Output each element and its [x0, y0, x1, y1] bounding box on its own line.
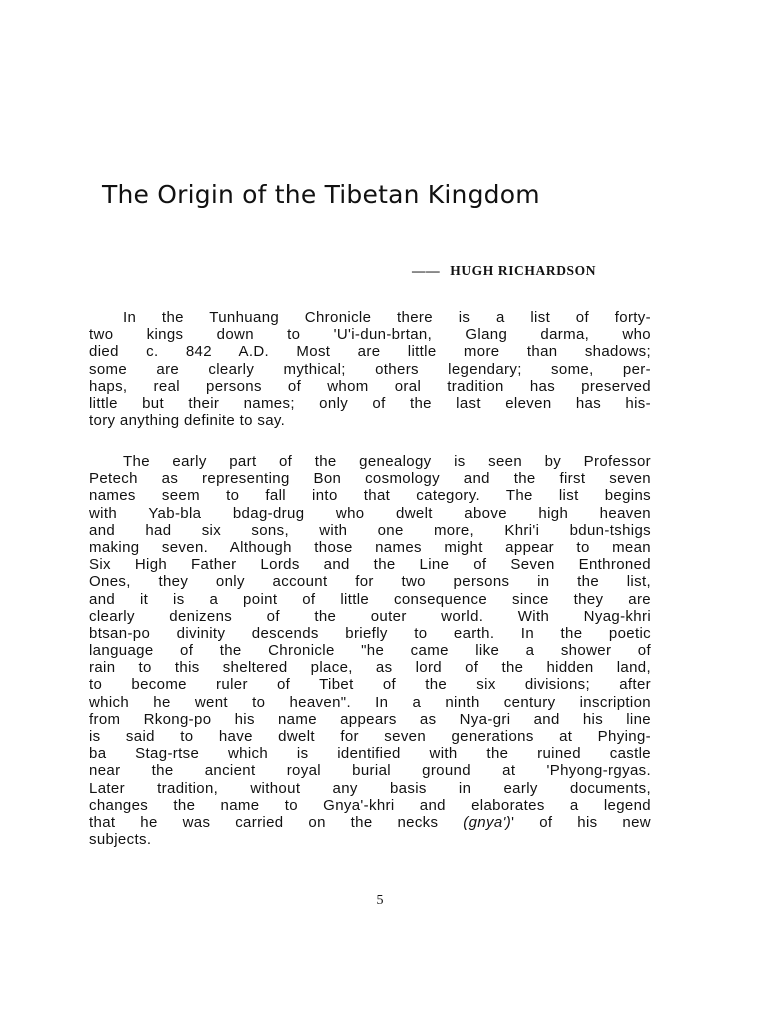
- author-byline: [412, 263, 596, 279]
- text-line: clearly denizens of the outer world. With Nyag-khri: [89, 607, 651, 625]
- author-name: HUGH RICHARDSON: [450, 263, 597, 278]
- text-line: to become ruler of Tibet of the six divisions; after: [89, 676, 651, 694]
- text-line: language of the Chronicle "he came like a shower of: [89, 642, 651, 660]
- text-line: rain to this sheltered place, as lord of the hidden land,: [89, 659, 651, 677]
- text-line: died c. 842 A.D. Most are little more than shadows;: [89, 343, 651, 361]
- text-line: which he went to heaven". In a ninth century inscription: [89, 693, 651, 711]
- text-line: changes the name to Gnya'-khri and elaborates a legend: [89, 796, 651, 814]
- page-number: 5: [376, 893, 384, 908]
- text-line: The early part of the genealogy is seen by Professor: [123, 453, 651, 470]
- text-line: tory anything definite to say.: [89, 412, 286, 430]
- text-line-with-italic: [89, 814, 651, 831]
- text-line: little but their names; only of the last eleven has his-: [89, 394, 651, 412]
- paragraph-2: [89, 453, 651, 848]
- italic-term: (gnya'): [463, 813, 512, 831]
- text-line: Ones, they only account for two persons in the list,: [89, 573, 651, 591]
- author-dash: —: [412, 263, 427, 278]
- text-line: and it is a point of little consequence since they are: [89, 590, 651, 608]
- text-line: Later tradition, without any basis in early documents,: [89, 779, 651, 797]
- author-dash-2: —: [426, 263, 441, 278]
- text-run: that he was carried on the necks: [89, 813, 464, 831]
- text-line: In the Tunhuang Chronicle there is a list of forty-: [123, 309, 651, 326]
- text-line: Six High Father Lords and the Line of Seven Enthroned: [89, 556, 651, 574]
- text-line: near the ancient royal burial ground at 'Phyong-rgyas.: [89, 762, 651, 780]
- text-line: btsan-po divinity descends briefly to earth. In the poetic: [89, 624, 651, 642]
- text-line: names seem to fall into that category. The list begins: [89, 487, 651, 505]
- text-line: two kings down to 'U'i-dun-brtan, Glang darma, who: [89, 326, 651, 344]
- text-line: haps, real persons of whom oral tradition has preserved: [89, 377, 651, 395]
- text-run: ' of his new: [511, 813, 651, 831]
- text-line: making seven. Although those names might appear to mean: [89, 538, 651, 556]
- text-line: from Rkong-po his name appears as Nya-gri and his line: [89, 710, 651, 728]
- article-title: The Origin of the Tibetan Kingdom: [102, 180, 540, 209]
- text-line: is said to have dwelt for seven generations at Phying-: [89, 728, 651, 745]
- paragraph-1: [89, 309, 651, 429]
- text-line: and had six sons, with one more, Khri'i bdun-tshigs: [89, 521, 651, 539]
- text-line: some are clearly mythical; others legendary; some, per-: [89, 360, 651, 378]
- text-line: ba Stag-rtse which is identified with the ruined castle: [89, 745, 651, 763]
- text-line: with Yab-bla bdag-drug who dwelt above high heaven: [89, 504, 651, 522]
- text-line: Petech as representing Bon cosmology and the first seven: [89, 470, 651, 488]
- text-line: subjects.: [89, 831, 152, 849]
